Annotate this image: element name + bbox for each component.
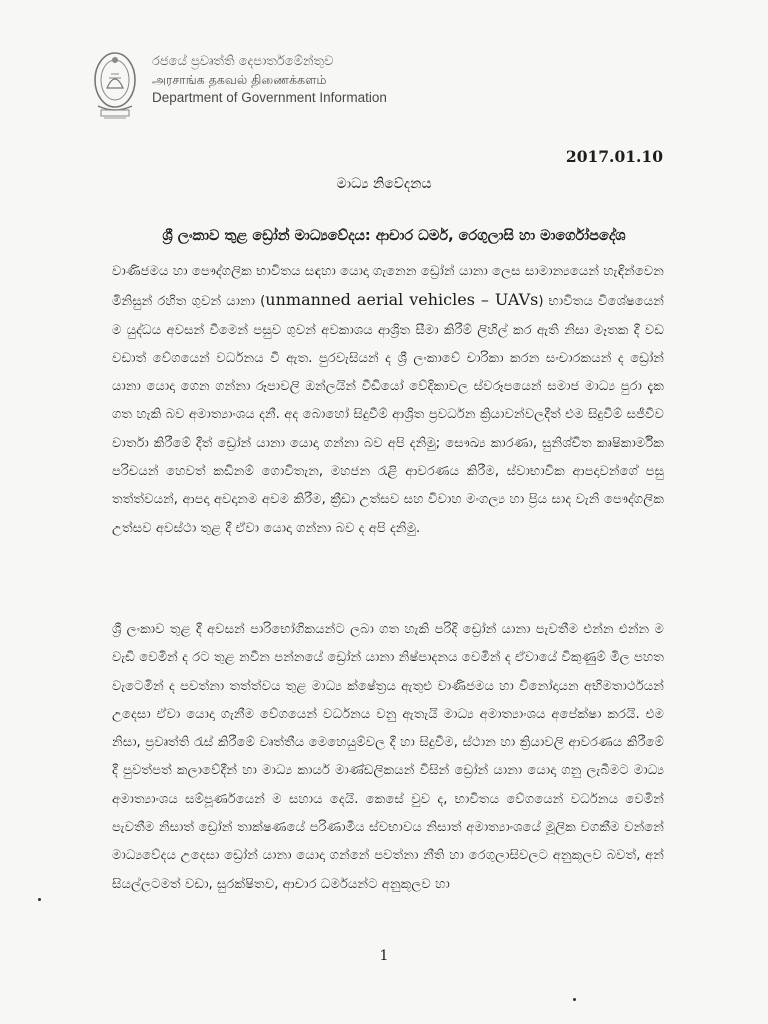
department-name-tamil: அரசாங்க தகவல் திணைக்களம் [152,72,327,87]
sri-lanka-emblem-icon [92,48,138,126]
document-date: 2017.01.10 [565,147,663,166]
body-paragraph-2 [112,616,664,899]
letterhead [92,48,387,126]
department-name-english: Department of Government Information [152,90,387,105]
paragraph-2-text: ශ්‍රී ලංකාව තුළ දී අවසන් පාරිභෝගිකයන්ට ලබා ගත හැකි පරිදි ඩ්‍රෝන් යානා පැවතීම එන්න එන්න ම වැඩි වෙමින් ද රට තුළ නවීන පන්නයේ ඩ්‍රෝන් යානා නිෂ්පාදනය වෙමින් ද ඒවායේ විකුණුම් මිල පහත වැටෙමින් ද පවත්නා තත්ත්වය තුළ මාධ්‍ය ක්ෂේත්‍රය ඇතුළු වාණිජමය හා විනෝදායන අභිමතාර්ථයන් උදෙසා ඒවා යොදා ගැනීම වේගයෙන් වර්ධනය වනු ඇතැයි මාධ්‍ය අමාත්‍යාංශය අපේක්ෂා කරයි. එම නිසා, ප්‍රවෘත්ති රැස් කිරීමේ වෘත්තීය මෙහෙයුම්වල දී හා සිදුවීම, ස්ථාන හා ක්‍රියාවලි ආවරණය කිරීමේ දී පුවත්පත් කලාවේදීන් හා මාධ්‍ය කාර්ය මාණ්ඩලිකයන් විසින් ඩ්‍රෝන් යානා යොදා ගනු ලැබීමට මාධ්‍ය අමාත්‍යාංශය සම්පූර්ණයෙන් ම සහාය දෙයි. කෙසේ වුව ද, භාවිතය වේගයෙන් වර්ධනය වෙමින් පැවතීම නිසාත් ඩ්‍රෝන් තාක්ෂණයේ පරිණාමීය ස්වභාවය නිසාත් අමාත්‍යාංශයේ මූලික වගකීම වන්නේ මාධ්‍යවේදය උදෙසා ඩ්‍රෝන් යානා යොදා ගන්නේ පවත්නා නීති හා රෙගුලාසිවලට අනුකූලව බවත්, අන් සියල්ලටමත් වඩා, සුරක්ෂිතව, ආචාර ධර්මයන්ට අනුකූලව හා [112,622,664,892]
paragraph-1-text-b: ) භාවිතය විශේෂයෙන් ම යුද්ධය අවසන් වීමෙන් පසුව ගුවන් අවකාශය ආශ්‍රිත සීමා කිරීම් ලිහිල් කර ඇති නිසා මෑතක දී වඩ වඩාත් වේගයෙන් වර්ධනය වී ඇත. පුරවැසියන් ද ශ්‍රී ලංකාවේ චාරිකා කරන සංචාරකයන් ද ඩ්‍රෝන් යානා යොදා ගෙන ගන්නා රූපාවලි ඔන්ලයින් වීඩියෝ වේදිකාවල ස්වරූපයෙන් සමාජ මාධ්‍ය පුරා දැක ගත හැකි බව අමාත්‍යාංශය දනී. අද බොහෝ සිදුවීම් ආශ්‍රිත ප්‍රවර්ධන ක්‍රියාවන්වලදීත් එම සිදුවීම් සජීවීව වාර්තා කිරීමේ දීත් ඩ්‍රෝන් යානා යොදා ගන්නා බව අපි දනිමු; සෞඛ්‍ය කාරණා, සුනිශ්චිත කෘෂිකාර්මික පරිචයන් හෙවත් කඩිනම් ගොවිතැන, මහජන රැළි ආවරණය කිරීම, ස්වාභාවික ආපදාවන්ගේ පසු තත්ත්වයන්, ආපදා අවදානම අවම කිරීම, ක්‍රීඩා උත්සව සහ විවාහ මංගල්‍ය හා ප්‍රිය සාද වැනි පෞද්ගලික උත්සව අවස්ථා තුළ දී ඒවා යොදා ගන්නා බව ද අපි දනිමු. [112,294,664,536]
document-heading: ශ්‍රී ලංකාව තුළ ඩ්‍රෝන් මාධ්‍යවේදය: ආචාර ධර්ම, රෙගුලාසි හා මාර්ගෝපදේශ [162,228,626,244]
paragraph-1-latin-term: unmanned aerial vehicles – UAVs [265,290,539,310]
scan-speck [573,998,576,1001]
page-number: 1 [379,948,389,964]
paragraph-1-text-a: වාණිජමය හා පෞද්ගලික භාවිතය සඳහා යොදා ගැනෙන ඩ්‍රෝන් යානා ලෙස සාමාන්‍යයෙන් හැඳින්වෙන මිනිසුන් රහිත ගුවන් යානා ( [112,264,664,310]
department-name-sinhala: රජයේ ප්‍රවෘත්ති දෙපාර්තමේන්තුව [152,54,334,69]
letterhead-text [152,48,387,107]
body-paragraph-1 [112,258,664,543]
document-type: මාධ්‍ය නිවේදනය [336,176,432,192]
scan-speck [38,898,41,901]
